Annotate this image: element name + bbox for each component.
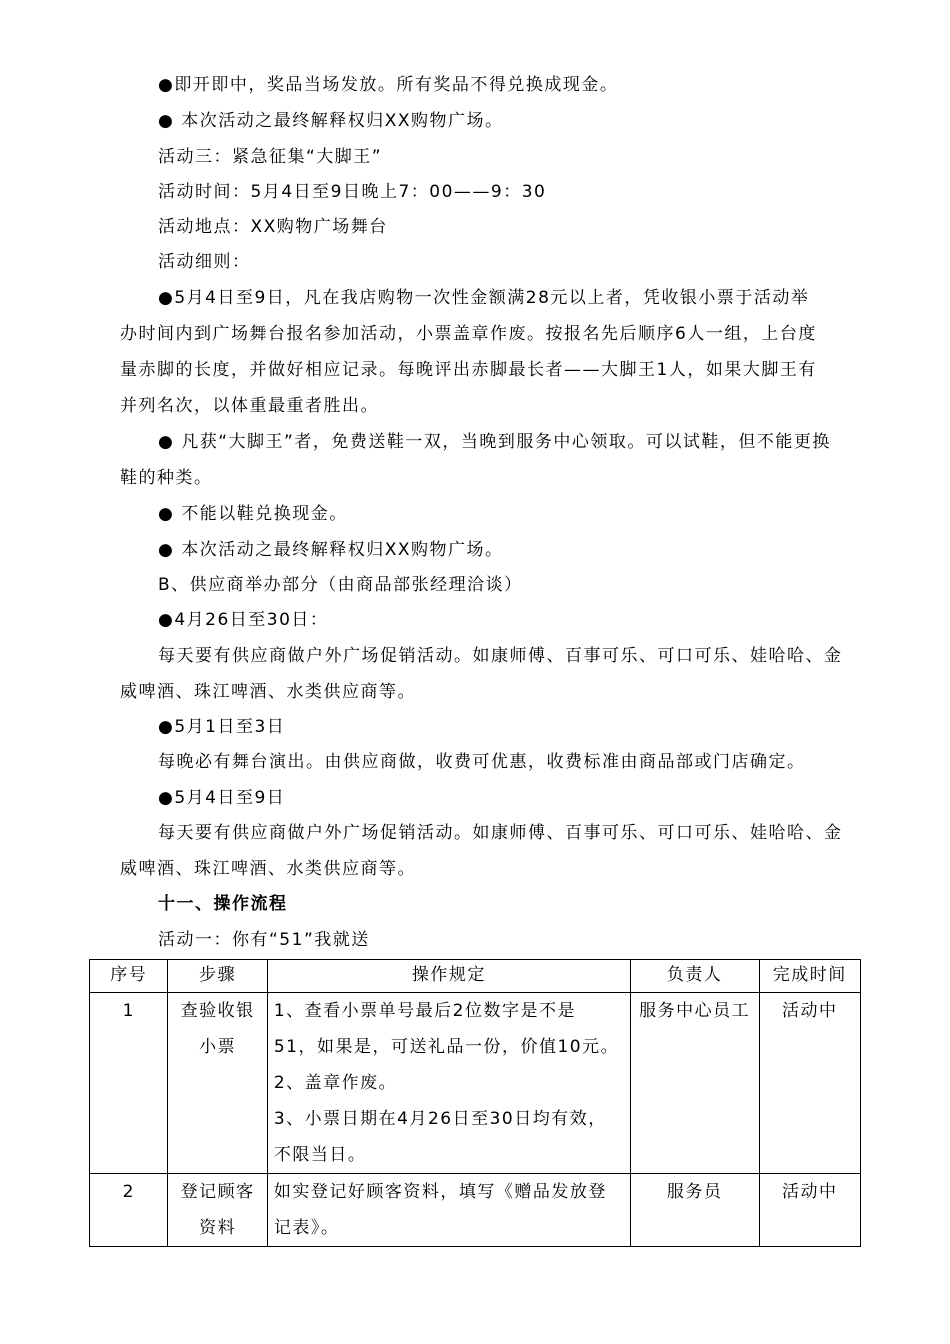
- paragraph: ● 凡获“大脚王”者，免费送鞋一双，当晚到服务中心领取。可以试鞋，但不能更换: [158, 432, 831, 452]
- cell-no: 1: [90, 993, 168, 1174]
- paragraph: 活动时间：5月4日至9日晚上7：00——9：30: [158, 182, 547, 202]
- section-heading: 活动三：紧急征集“大脚王”: [158, 147, 383, 167]
- table-row: [90, 993, 861, 1174]
- paragraph: 量赤脚的长度，并做好相应记录。每晚评出赤脚最长者——大脚王1人，如果大脚王有: [120, 360, 817, 380]
- section-heading: 十一、操作流程: [158, 894, 288, 914]
- cell-step: [168, 1174, 267, 1247]
- paragraph: 每天要有供应商做户外广场促销活动。如康师傅、百事可乐、可口可乐、娃哈哈、金: [158, 646, 843, 666]
- cell-step-line: 小票: [199, 1037, 237, 1057]
- cell-step: [168, 993, 267, 1174]
- cell-owner: 服务员: [630, 1174, 759, 1247]
- paragraph: ●5月4日至9日: [158, 788, 286, 808]
- cell-time: 活动中: [759, 1174, 861, 1247]
- cell-rules-line: 如实登记好顾客资料，填写《赠品发放登: [273, 1182, 607, 1202]
- paragraph: 每晚必有舞台演出。由供应商做，收费可优惠，收费标准由商品部或门店确定。: [158, 752, 806, 772]
- cell-rules-line: 不限当日。: [273, 1145, 367, 1165]
- cell-step-line: 登记顾客: [180, 1182, 255, 1202]
- cell-rules-line: 记表》。: [273, 1218, 340, 1238]
- table-row: [90, 1174, 861, 1247]
- cell-step-line: 资料: [199, 1218, 237, 1238]
- table-header-row: [90, 960, 861, 993]
- paragraph: ●4月26日至30日：: [158, 610, 329, 630]
- header-time: 完成时间: [759, 960, 861, 993]
- paragraph: 每天要有供应商做户外广场促销活动。如康师傅、百事可乐、可口可乐、娃哈哈、金: [158, 823, 843, 843]
- paragraph: 威啤酒、珠江啤酒、水类供应商等。: [120, 682, 416, 702]
- header-owner: 负责人: [630, 960, 759, 993]
- paragraph: 威啤酒、珠江啤酒、水类供应商等。: [120, 859, 416, 879]
- paragraph: 活动细则：: [158, 252, 251, 272]
- cell-rules-line: 51，如果是，可送礼品一份，价值10元。: [273, 1037, 620, 1057]
- paragraph: ●5月1日至3日: [158, 717, 286, 737]
- paragraph: 鞋的种类。: [120, 468, 213, 488]
- header-no: 序号: [90, 960, 168, 993]
- paragraph: ● 本次活动之最终解释权归XX购物广场。: [158, 540, 504, 560]
- paragraph: ●即开即中，奖品当场发放。所有奖品不得兑换成现金。: [158, 75, 619, 95]
- paragraph: 活动地点：XX购物广场舞台: [158, 217, 388, 237]
- cell-rules: [267, 1174, 630, 1247]
- cell-owner: 服务中心员工: [630, 993, 759, 1174]
- paragraph: ● 不能以鞋兑换现金。: [158, 504, 348, 524]
- cell-rules-line: 1、查看小票单号最后2位数字是不是: [273, 1001, 576, 1021]
- cell-step-line: 查验收银: [180, 1001, 255, 1021]
- paragraph: 并列名次，以体重最重者胜出。: [120, 396, 379, 416]
- header-rules: 操作规定: [267, 960, 630, 993]
- operation-flow-table: [89, 959, 861, 1247]
- cell-no: 2: [90, 1174, 168, 1247]
- cell-rules-line: 3、小票日期在4月26日至30日均有效，: [273, 1109, 607, 1129]
- table-caption: 活动一：你有“51”我就送: [158, 930, 370, 950]
- cell-time: 活动中: [759, 993, 861, 1174]
- paragraph: ●5月4日至9日，凡在我店购物一次性金额满28元以上者，凭收银小票于活动举: [158, 288, 810, 308]
- paragraph: B、供应商举办部分（由商品部张经理洽谈）: [158, 575, 523, 595]
- paragraph: 办时间内到广场舞台报名参加活动，小票盖章作废。按报名先后顺序6人一组，上台度: [120, 324, 817, 344]
- paragraph: ● 本次活动之最终解释权归XX购物广场。: [158, 111, 504, 131]
- cell-rules: [267, 993, 630, 1174]
- header-step: 步骤: [168, 960, 267, 993]
- cell-rules-line: 2、盖章作废。: [273, 1073, 398, 1093]
